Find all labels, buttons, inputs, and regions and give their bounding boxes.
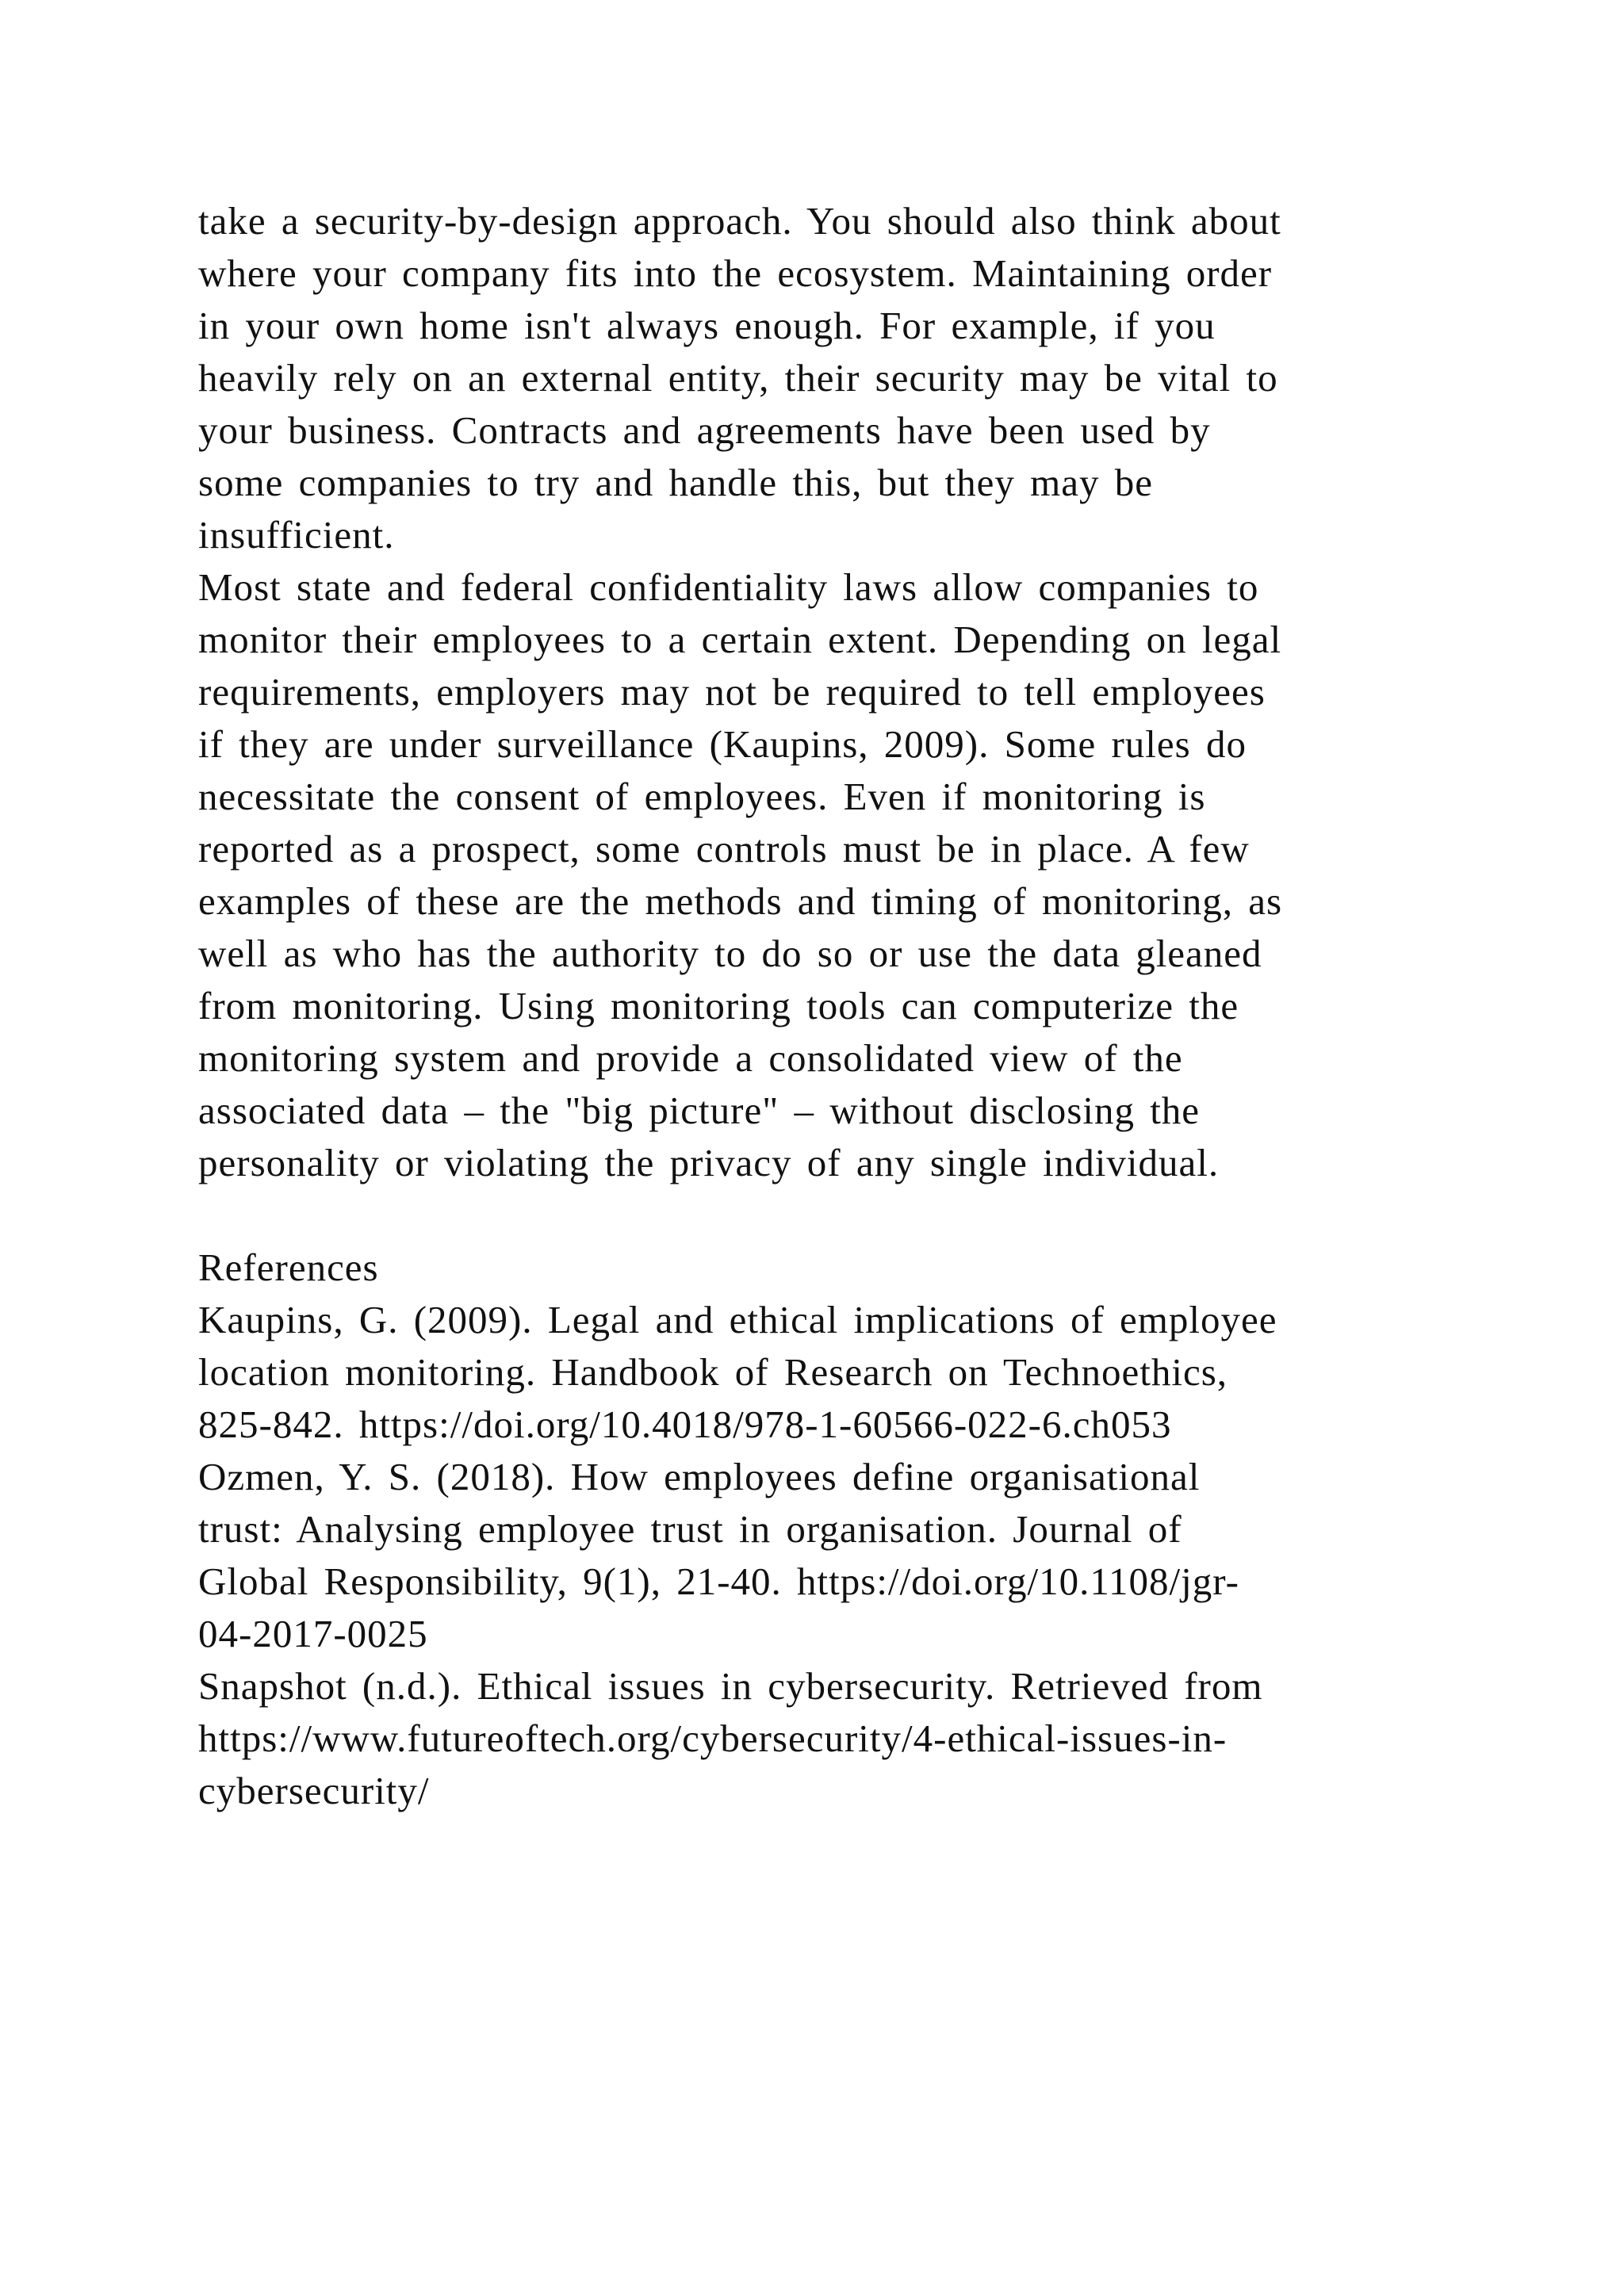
text-line: examples of these are the methods and timing of monitoring, as: [198, 879, 1283, 923]
paragraph-security-by-design: [198, 195, 1435, 561]
text-line: requirements, employers may not be required to tell employees: [198, 670, 1266, 714]
paragraph-employee-monitoring: [198, 561, 1435, 1189]
text-line: associated data – the "big picture" – without disclosing the: [198, 1089, 1201, 1132]
reference-ozmen: [198, 1451, 1435, 1660]
reference-line: https://www.futureoftech.org/cybersecurity/4-ethical-issues-in-: [198, 1716, 1228, 1760]
text-line: if they are under surveillance (Kaupins, 2009). Some rules do: [198, 722, 1247, 766]
document-body: [198, 195, 1435, 1817]
text-line: necessitate the consent of employees. Even if monitoring is: [198, 775, 1206, 818]
references-heading: References: [198, 1246, 379, 1289]
paragraph-spacer: [198, 1189, 1435, 1242]
text-line: insufficient.: [198, 513, 395, 557]
reference-line: location monitoring. Handbook of Research on Technoethics,: [198, 1350, 1228, 1394]
text-line: take a security-by-design approach. You should also think about: [198, 199, 1281, 243]
text-line: Most state and federal confidentiality laws allow companies to: [198, 565, 1259, 609]
reference-line: cybersecurity/: [198, 1769, 430, 1812]
text-line: reported as a prospect, some controls must be in place. A few: [198, 827, 1250, 871]
text-line: heavily rely on an external entity, their security may be vital to: [198, 356, 1278, 400]
text-line: in your own home isn't always enough. For example, if you: [198, 304, 1216, 347]
text-line: well as who has the authority to do so or use the data gleaned: [198, 932, 1262, 975]
text-line: monitor their employees to a certain extent. Depending on legal: [198, 618, 1282, 661]
references-section: [198, 1242, 1435, 1817]
text-line: some companies to try and handle this, but they may be: [198, 461, 1154, 504]
reference-kaupins: [198, 1294, 1435, 1451]
reference-snapshot: [198, 1660, 1435, 1817]
reference-line: Snapshot (n.d.). Ethical issues in cybersecurity. Retrieved from: [198, 1664, 1263, 1708]
text-line: from monitoring. Using monitoring tools can computerize the: [198, 984, 1239, 1027]
reference-line: Kaupins, G. (2009). Legal and ethical implications of employee: [198, 1298, 1277, 1341]
text-line: personality or violating the privacy of any single individual.: [198, 1141, 1220, 1184]
text-line: where your company fits into the ecosystem. Maintaining order: [198, 251, 1273, 295]
text-line: monitoring system and provide a consolidated view of the: [198, 1036, 1183, 1080]
reference-line: trust: Analysing employee trust in organisation. Journal of: [198, 1507, 1182, 1551]
reference-line: 04-2017-0025: [198, 1612, 428, 1655]
reference-line: 825-842. https://doi.org/10.4018/978-1-60566-022-6.ch053: [198, 1402, 1172, 1446]
reference-line: Global Responsibility, 9(1), 21-40. https://doi.org/10.1108/jgr-: [198, 1559, 1239, 1603]
text-line: your business. Contracts and agreements have been used by: [198, 408, 1211, 452]
reference-line: Ozmen, Y. S. (2018). How employees define organisational: [198, 1455, 1201, 1498]
